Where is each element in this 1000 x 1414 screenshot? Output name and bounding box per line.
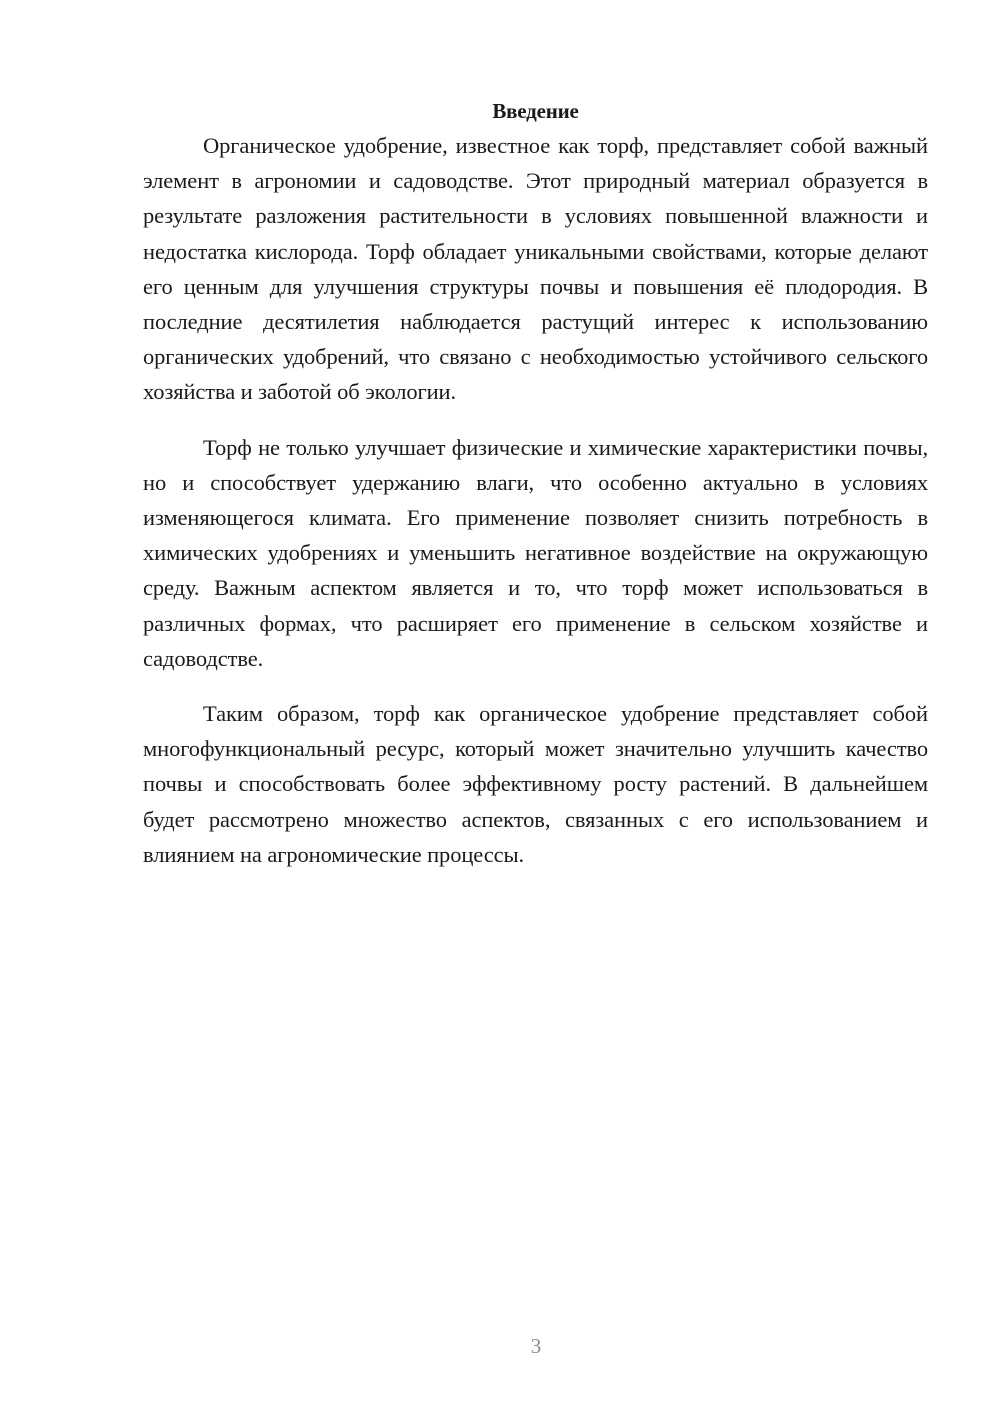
paragraph-1: Органическое удобрение, известное как торф, представляет собой важный элемент в агрономии и садоводстве. Этот природный материал образуется в результате разложения растительности в условиях повышенной влажности и недостатка кислорода. Торф обладает уникальными свойствами, которые делают его ценным для улучшения структуры почвы и повышения её плодородия. В последние десятилетия наблюдается растущий интерес к использованию органических удобрений, что связано с необходимостью устойчивого сельского хозяйства и заботой об экологии. [143, 133, 928, 405]
page-number: 3 [530, 1334, 542, 1358]
paragraph-3: Таким образом, торф как органическое удобрение представляет собой многофункциональный ресурс, который может значительно улучшить качество почвы и способствовать более эффективному росту растений. В дальнейшем будет рассмотрено множество аспектов, связанных с его использованием и влиянием на агрономические процессы. [143, 701, 928, 867]
section-heading: Введение [492, 99, 579, 123]
paragraph-2: Торф не только улучшает физические и химические характеристики почвы, но и способствует удержанию влаги, что особенно актуально в условиях изменяющегося климата. Его применение позволяет снизить потребность в химических удобрениях и уменьшить негативное воздействие на окружающую среду. Важным аспектом является и то, что торф может использоваться в различных формах, что расширяет его применение в сельском хозяйстве и садоводстве. [143, 434, 928, 671]
document-page [143, 96, 928, 892]
